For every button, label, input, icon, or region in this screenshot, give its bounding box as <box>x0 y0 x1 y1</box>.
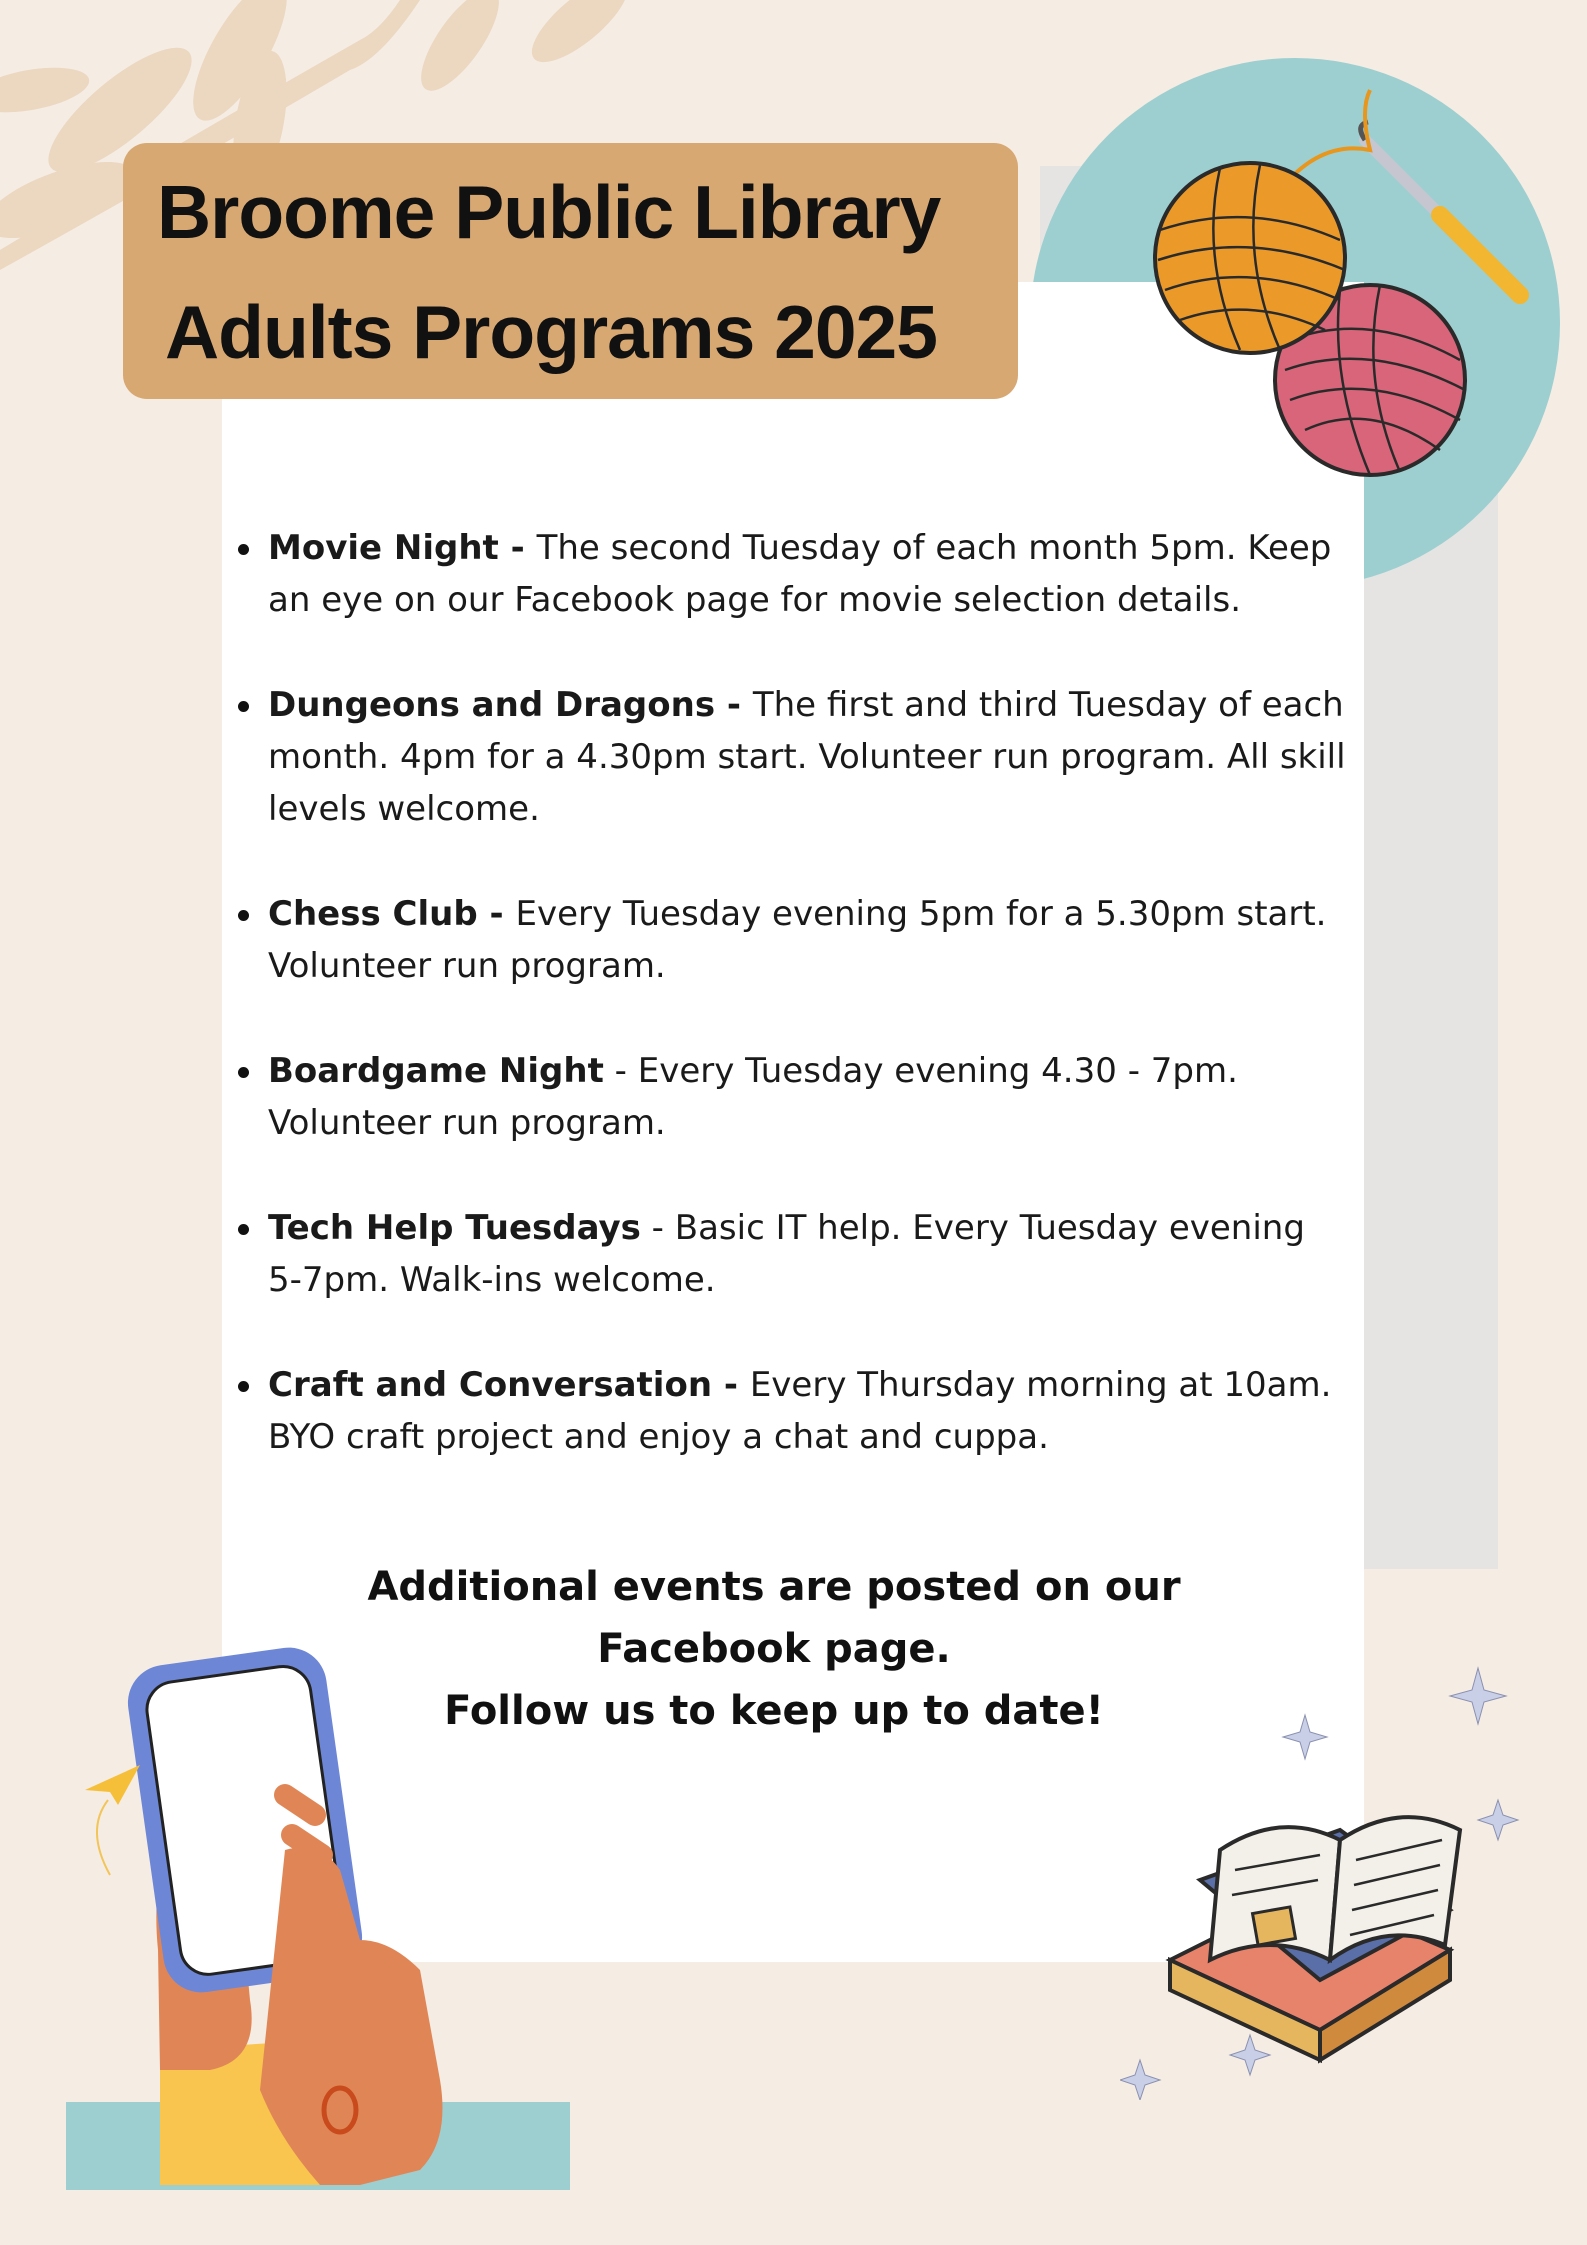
program-description: The second Tuesday of each month 5pm. Keep an eye on our Facebook page for movie selection details. <box>268 528 1332 620</box>
page-title-line-1: Broome Public Library <box>157 170 941 254</box>
facebook-notice-line-2: Facebook page. <box>597 1626 951 1672</box>
open-books-icon <box>1120 1660 1540 2100</box>
yarn-and-crochet-hook-icon <box>1140 80 1540 500</box>
facebook-notice-line-1: Additional events are posted on our <box>367 1564 1181 1610</box>
program-description: The first and third Tuesday of each month. 4pm for a 4.30pm start. Volunteer run program. All skill levels welcome. <box>268 685 1346 829</box>
facebook-notice-line-3: Follow us to keep up to date! <box>444 1688 1104 1734</box>
program-description: Every Thursday morning at 10am. BYO craft project and enjoy a chat and cuppa. <box>268 1365 1332 1457</box>
program-name: Tech Help Tuesdays <box>268 1208 641 1248</box>
program-description: - Basic IT help. Every Tuesday evening 5-7pm. Walk-ins welcome. <box>268 1208 1305 1300</box>
program-name: Boardgame Night <box>268 1051 604 1091</box>
list-item <box>228 522 1348 626</box>
list-item <box>228 1359 1348 1463</box>
program-description: Every Tuesday evening 5pm for a 5.30pm start. Volunteer run program. <box>268 894 1327 986</box>
list-item <box>228 1045 1348 1149</box>
title-banner <box>123 143 1018 399</box>
paper-plane-icon <box>80 1760 150 1880</box>
program-name: Movie Night - <box>268 528 537 568</box>
program-name: Dungeons and Dragons - <box>268 685 753 725</box>
program-name: Craft and Conversation - <box>268 1365 750 1405</box>
list-item <box>228 888 1348 992</box>
program-list <box>228 522 1348 1516</box>
list-item <box>228 1202 1348 1306</box>
program-name: Chess Club - <box>268 894 516 934</box>
program-description: - Every Tuesday evening 4.30 - 7pm. Volunteer run program. <box>268 1051 1238 1143</box>
hand-holding-phone-icon <box>60 1640 580 2190</box>
page-title-line-2: Adults Programs 2025 <box>165 290 937 374</box>
list-item <box>228 679 1348 835</box>
